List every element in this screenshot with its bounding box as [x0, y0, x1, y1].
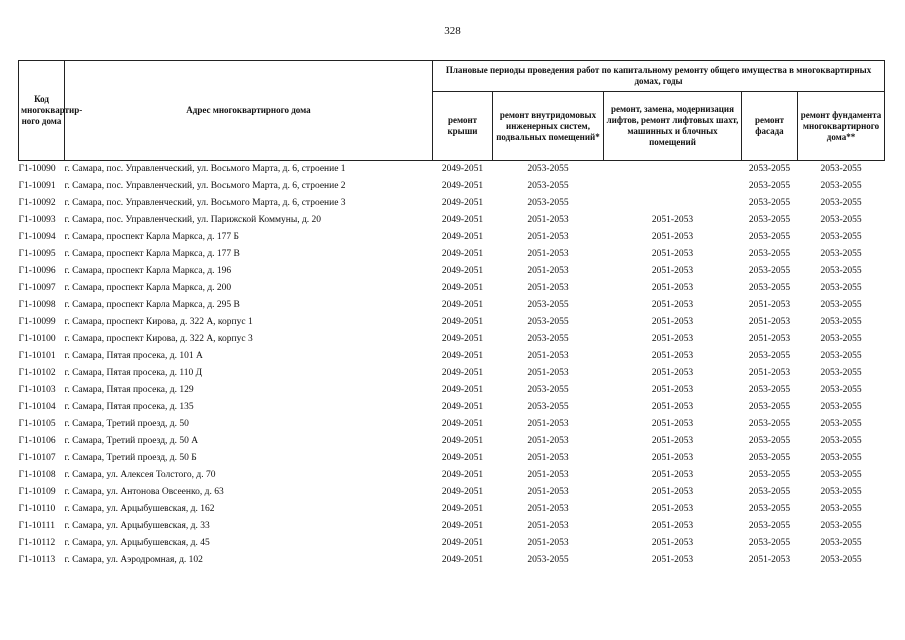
table-row: [19, 331, 885, 348]
cell-facade: 2053-2055: [748, 504, 791, 514]
cell-foundation: 2053-2055: [820, 181, 862, 191]
cell-code: Г1-10099: [18, 317, 56, 327]
cell-address: г. Самара, ул. Арцыбушевская, д. 33: [64, 521, 210, 531]
cell-elevators: 2051-2053: [651, 521, 694, 531]
cell-address: г. Самара, ул. Арцыбушевская, д. 45: [64, 538, 210, 548]
cell-foundation: 2053-2055: [820, 351, 862, 361]
cell-systems: 2051-2053: [527, 266, 569, 276]
cell-systems: 2051-2053: [527, 368, 569, 378]
cell-facade: 2053-2055: [748, 232, 791, 242]
cell-roof: 2049-2051: [441, 266, 484, 276]
cell-address: г. Самара, Пятая просека, д. 110 Д: [64, 368, 203, 378]
cell-code: Г1-10108: [18, 470, 56, 480]
table-row: [19, 450, 885, 467]
cell-code: Г1-10103: [18, 385, 56, 395]
cell-roof: 2049-2051: [433, 161, 493, 179]
cell-foundation: 2053-2055: [820, 317, 862, 327]
cell-code: Г1-10100: [18, 334, 56, 344]
cell-address: г. Самара, пос. Управленческий, ул. Восьмого Марта, д. 6, строение 1: [65, 161, 433, 179]
cell-foundation: 2053-2055: [820, 487, 862, 497]
cell-elevators: 2051-2053: [651, 334, 694, 344]
cell-roof: 2049-2051: [441, 368, 484, 378]
cell-foundation: 2053-2055: [820, 368, 862, 378]
cell-code: Г1-10098: [18, 300, 56, 310]
cell-systems: 2053-2055: [527, 334, 569, 344]
cell-code: Г1-10097: [18, 283, 56, 293]
cell-foundation: 2053-2055: [820, 453, 862, 463]
cell-facade: 2053-2055: [748, 249, 791, 259]
cell-foundation: 2053-2055: [820, 555, 862, 565]
cell-systems: 2051-2053: [527, 504, 569, 514]
cell-elevators: 2051-2053: [651, 470, 694, 480]
cell-code: Г1-10109: [18, 487, 56, 497]
table-row: [19, 552, 885, 569]
cell-elevators: 2051-2053: [651, 368, 694, 378]
cell-code: Г1-10096: [18, 266, 56, 276]
cell-address: г. Самара, Третий проезд, д. 50 Б: [64, 453, 197, 463]
cell-facade: 2053-2055: [748, 351, 791, 361]
cell-systems: 2053-2055: [527, 300, 569, 310]
cell-foundation: 2053-2055: [820, 470, 862, 480]
table-row: [19, 297, 885, 314]
header-address: Адрес многоквартирного дома: [65, 61, 433, 161]
cell-code: Г1-10102: [18, 368, 56, 378]
cell-address: г. Самара, проспект Карла Маркса, д. 295 В: [64, 300, 240, 310]
table-row: [19, 484, 885, 501]
table-row: [19, 246, 885, 263]
cell-code: Г1-10105: [18, 419, 56, 429]
cell-systems: 2053-2055: [527, 402, 569, 412]
cell-code: Г1-10113: [18, 555, 56, 565]
header-facade: ремонт фасада: [742, 92, 798, 161]
cell-foundation: 2053-2055: [820, 402, 862, 412]
cell-elevators: 2051-2053: [651, 317, 694, 327]
cell-facade: 2053-2055: [748, 487, 791, 497]
cell-elevators: 2051-2053: [651, 555, 694, 565]
table-row: [19, 416, 885, 433]
cell-facade: 2053-2055: [748, 385, 791, 395]
header-periods-group: Плановые периоды проведения работ по капитальному ремонту общего имущества в многоквартирных домах, годы: [433, 61, 885, 92]
header-roof: ремонт крыши: [433, 92, 493, 161]
table-row: [19, 467, 885, 484]
cell-foundation: 2053-2055: [820, 266, 862, 276]
cell-roof: 2049-2051: [441, 317, 484, 327]
cell-roof: 2049-2051: [441, 470, 484, 480]
cell-roof: 2049-2051: [441, 181, 484, 191]
cell-elevators: [604, 178, 742, 195]
cell-address: г. Самара, проспект Кирова, д. 322 А, корпус 3: [64, 334, 253, 344]
cell-systems: 2051-2053: [527, 453, 569, 463]
header-elevators: ремонт, замена, модернизация лифтов, ремонт лифтовых шахт, машинных и блочных помещений: [604, 92, 742, 161]
table-body: [19, 161, 885, 570]
cell-address: г. Самара, ул. Алексея Толстого, д. 70: [64, 470, 216, 480]
cell-address: г. Самара, пос. Управленческий, ул. Восьмого Марта, д. 6, строение 3: [64, 198, 346, 208]
cell-systems: 2053-2055: [527, 385, 569, 395]
cell-elevators: 2051-2053: [651, 283, 694, 293]
cell-code: Г1-10111: [18, 521, 55, 531]
cell-foundation: 2053-2055: [820, 283, 862, 293]
cell-elevators: 2051-2053: [651, 436, 694, 446]
table-row: [19, 535, 885, 552]
cell-code: Г1-10107: [18, 453, 56, 463]
cell-systems: 2053-2055: [493, 161, 604, 179]
cell-address: г. Самара, проспект Карла Маркса, д. 196: [64, 266, 232, 276]
table-row: [19, 195, 885, 212]
cell-systems: 2051-2053: [527, 249, 569, 259]
cell-facade: 2053-2055: [748, 453, 791, 463]
cell-elevators: 2051-2053: [651, 402, 694, 412]
cell-elevators: [604, 161, 742, 179]
cell-systems: 2051-2053: [527, 283, 569, 293]
cell-roof: 2049-2051: [441, 198, 484, 208]
cell-roof: 2049-2051: [441, 283, 484, 293]
cell-elevators: 2051-2053: [651, 453, 694, 463]
cell-elevators: 2051-2053: [651, 504, 694, 514]
cell-code: Г1-10095: [18, 249, 56, 259]
cell-systems: 2053-2055: [527, 555, 569, 565]
cell-systems: 2053-2055: [527, 181, 569, 191]
cell-foundation: 2053-2055: [820, 232, 862, 242]
table-row: [19, 348, 885, 365]
cell-elevators: 2051-2053: [651, 538, 694, 548]
cell-address: г. Самара, ул. Аэродромная, д. 102: [64, 555, 203, 565]
cell-facade: 2053-2055: [742, 161, 798, 179]
cell-roof: 2049-2051: [441, 487, 484, 497]
cell-foundation: 2053-2055: [820, 436, 862, 446]
cell-facade: 2053-2055: [748, 283, 791, 293]
cell-address: г. Самара, Третий проезд, д. 50 А: [64, 436, 199, 446]
cell-address: г. Самара, Пятая просека, д. 101 А: [64, 351, 203, 361]
cell-code: Г1-10104: [18, 402, 56, 412]
cell-foundation: 2053-2055: [820, 521, 862, 531]
cell-foundation: 2053-2055: [820, 504, 862, 514]
table-row: [19, 501, 885, 518]
cell-roof: 2049-2051: [441, 436, 484, 446]
cell-foundation: 2053-2055: [798, 161, 885, 179]
cell-roof: 2049-2051: [441, 504, 484, 514]
cell-facade: 2051-2053: [748, 368, 791, 378]
cell-address: г. Самара, пос. Управленческий, ул. Восьмого Марта, д. 6, строение 2: [64, 181, 346, 191]
cell-foundation: 2053-2055: [820, 419, 862, 429]
cell-foundation: 2053-2055: [820, 538, 862, 548]
cell-facade: 2053-2055: [748, 521, 791, 531]
cell-address: г. Самара, Третий проезд, д. 50: [64, 419, 189, 429]
table-row: [19, 263, 885, 280]
table-row: [19, 161, 885, 179]
cell-roof: 2049-2051: [441, 419, 484, 429]
table-row: [19, 178, 885, 195]
cell-elevators: 2051-2053: [651, 300, 694, 310]
table-row: [19, 399, 885, 416]
cell-elevators: 2051-2053: [651, 487, 694, 497]
cell-code: Г1-10092: [18, 198, 56, 208]
cell-elevators: 2051-2053: [651, 385, 694, 395]
cell-facade: 2053-2055: [748, 266, 791, 276]
table-row: [19, 433, 885, 450]
cell-foundation: 2053-2055: [820, 215, 862, 225]
cell-roof: 2049-2051: [441, 453, 484, 463]
cell-address: г. Самара, Пятая просека, д. 129: [64, 385, 194, 395]
page-number: 328: [444, 25, 461, 37]
table-row: [19, 212, 885, 229]
cell-facade: 2053-2055: [748, 402, 791, 412]
cell-systems: 2051-2053: [527, 521, 569, 531]
cell-roof: 2049-2051: [441, 538, 484, 548]
cell-roof: 2049-2051: [441, 232, 484, 242]
cell-address: г. Самара, проспект Карла Маркса, д. 177 Б: [64, 232, 240, 242]
cell-code: Г1-10090: [19, 161, 65, 179]
cell-foundation: 2053-2055: [820, 249, 862, 259]
cell-systems: 2051-2053: [527, 215, 569, 225]
cell-systems: 2051-2053: [527, 232, 569, 242]
cell-code: Г1-10112: [18, 538, 56, 548]
table-row: [19, 365, 885, 382]
cell-elevators: 2051-2053: [651, 419, 694, 429]
cell-address: г. Самара, проспект Карла Маркса, д. 200: [64, 283, 232, 293]
cell-address: г. Самара, проспект Карла Маркса, д. 177 В: [64, 249, 240, 259]
cell-facade: 2053-2055: [748, 181, 791, 191]
repair-schedule-table: [18, 60, 885, 569]
cell-roof: 2049-2051: [441, 334, 484, 344]
cell-code: Г1-10101: [18, 351, 56, 361]
cell-elevators: 2051-2053: [651, 351, 694, 361]
cell-roof: 2049-2051: [441, 385, 484, 395]
cell-elevators: 2051-2053: [651, 249, 694, 259]
cell-facade: 2051-2053: [748, 300, 791, 310]
header-code: Код многоквартир-ного дома: [19, 61, 65, 161]
cell-facade: 2053-2055: [748, 198, 791, 208]
cell-address: г. Самара, проспект Кирова, д. 322 А, корпус 1: [64, 317, 253, 327]
table-row: [19, 229, 885, 246]
cell-elevators: 2051-2053: [651, 215, 694, 225]
cell-code: Г1-10094: [18, 232, 56, 242]
table-row: [19, 518, 885, 535]
cell-elevators: 2051-2053: [651, 232, 694, 242]
cell-address: г. Самара, ул. Арцыбушевская, д. 162: [64, 504, 215, 514]
cell-code: Г1-10106: [18, 436, 56, 446]
header-foundation: ремонт фундамента многоквартирного дома**: [798, 92, 885, 161]
cell-systems: 2051-2053: [527, 538, 569, 548]
table-row: [19, 280, 885, 297]
table-row: [19, 314, 885, 331]
cell-facade: 2051-2053: [748, 317, 791, 327]
cell-elevators: [604, 195, 742, 212]
cell-roof: 2049-2051: [441, 555, 484, 565]
cell-systems: 2051-2053: [527, 351, 569, 361]
cell-roof: 2049-2051: [441, 215, 484, 225]
cell-systems: 2051-2053: [527, 470, 569, 480]
cell-roof: 2049-2051: [441, 351, 484, 361]
cell-facade: 2053-2055: [748, 470, 791, 480]
cell-roof: 2049-2051: [441, 300, 484, 310]
cell-foundation: 2053-2055: [820, 334, 862, 344]
cell-elevators: 2051-2053: [651, 266, 694, 276]
cell-systems: 2051-2053: [527, 436, 569, 446]
cell-roof: 2049-2051: [441, 249, 484, 259]
cell-roof: 2049-2051: [441, 521, 484, 531]
cell-facade: 2051-2053: [748, 555, 791, 565]
header-systems: ремонт внутридомовых инженерных систем, подвальных помещений*: [493, 92, 604, 161]
cell-systems: 2051-2053: [527, 487, 569, 497]
cell-facade: 2053-2055: [748, 419, 791, 429]
cell-foundation: 2053-2055: [820, 385, 862, 395]
cell-systems: 2053-2055: [527, 317, 569, 327]
cell-facade: 2053-2055: [748, 215, 791, 225]
cell-address: г. Самара, Пятая просека, д. 135: [64, 402, 194, 412]
cell-address: г. Самара, ул. Антонова Овсеенко, д. 63: [64, 487, 224, 497]
cell-facade: 2051-2053: [748, 334, 791, 344]
cell-code: Г1-10110: [18, 504, 56, 514]
cell-roof: 2049-2051: [441, 402, 484, 412]
cell-code: Г1-10093: [18, 215, 56, 225]
cell-foundation: 2053-2055: [820, 300, 862, 310]
cell-facade: 2053-2055: [748, 538, 791, 548]
table-row: [19, 382, 885, 399]
cell-facade: 2053-2055: [748, 436, 791, 446]
cell-code: Г1-10091: [18, 181, 56, 191]
cell-address: г. Самара, пос. Управленческий, ул. Парижской Коммуны, д. 20: [64, 215, 322, 225]
cell-systems: 2051-2053: [527, 419, 569, 429]
cell-foundation: 2053-2055: [820, 198, 862, 208]
cell-systems: 2053-2055: [527, 198, 569, 208]
